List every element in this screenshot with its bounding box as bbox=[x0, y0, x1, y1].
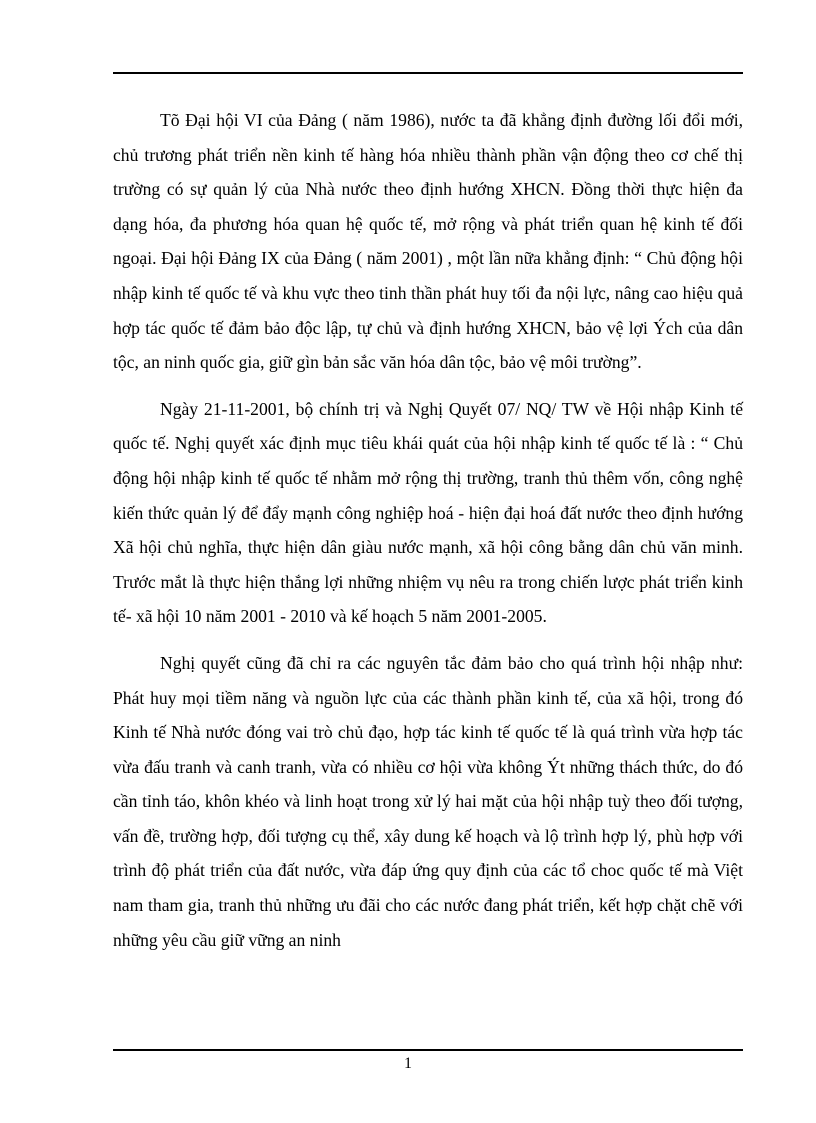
paragraph-1: Tõ Đại hội VI của Đảng ( năm 1986), nước ta đã khẳng định đường lối đổi mới, chủ trương phát triển nền kinh tế hàng hóa nhiều thành phần vận động theo cơ chế thị trường có sự quản lý của Nhà nước theo định hướng XHCN. Đồng thời thực hiện đa dạng hóa, đa phương hóa quan hệ quốc tế, mở rộng và phát triển quan hệ kinh tế đối ngoại. Đại hội Đảng IX của Đảng ( năm 2001) , một lần nữa khẳng định: “ Chủ động hội nhập kinh tế quốc tế và khu vực theo tinh thần phát huy tối đa nội lực, nâng cao hiệu quả hợp tác quốc tế đảm bảo độc lập, tự chủ và định hướng XHCN, bảo vệ lợi Ých của dân tộc, an ninh quốc gia, giữ gìn bản sắc văn hóa dân tộc, bảo vệ môi trường”. bbox=[113, 110, 743, 373]
document-body bbox=[113, 103, 743, 957]
paragraph-3: Nghị quyết cũng đã chỉ ra các nguyên tắc đảm bảo cho quá trình hội nhập như: Phát huy mọi tiềm năng và nguồn lực của các thành phần kinh tế, của xã hội, trong đó Kinh tế Nhà nước đóng vai trò chủ đạo, hợp tác kinh tế quốc tế là quá trình vừa hợp tác vừa đấu tranh và canh tranh, vừa có nhiều cơ hội vừa không Ýt những thách thức, do đó cần tỉnh táo, khôn khéo và linh hoạt trong xử lý hai mặt của hội nhập tuỳ theo đối tượng, vấn đề, trường hợp, đối tượng cụ thể, xây dung kế hoạch và lộ trình hợp lý, phù hợp với trình độ phát triển của đất nước, vừa đáp ứng quy định của các tổ choc quốc tế mà Việt nam tham gia, tranh thủ những ưu đãi cho các nước đang phát triển, kết hợp chặt chẽ với những yêu cầu giữ vững an ninh bbox=[113, 652, 743, 950]
footer-rule bbox=[113, 1049, 743, 1051]
paragraph-2: Ngày 21-11-2001, bộ chính trị và Nghị Quyết 07/ NQ/ TW về Hội nhập Kinh tế quốc tế. Nghị quyết xác định mục tiêu khái quát của hội nhập kinh tế quốc tế là : “ Chủ động hội nhập kinh tế quốc tế nhằm mở rộng thị trường, tranh thủ thêm vốn, công nghệ kiến thức quản lý để đẩy mạnh công nghiệp hoá - hiện đại hoá đất nước theo định hướng Xã hội chủ nghĩa, thực hiện dân giàu nước mạnh, xã hội công bằng dân chủ văn minh. Trước mắt là thực hiện thắng lợi những nhiệm vụ nêu ra trong chiến lược phát triển kinh tế- xã hội 10 năm 2001 - 2010 và kế hoạch 5 năm 2001-2005. bbox=[113, 398, 743, 627]
page-number: 1 bbox=[404, 1055, 412, 1072]
header-rule bbox=[113, 72, 743, 74]
